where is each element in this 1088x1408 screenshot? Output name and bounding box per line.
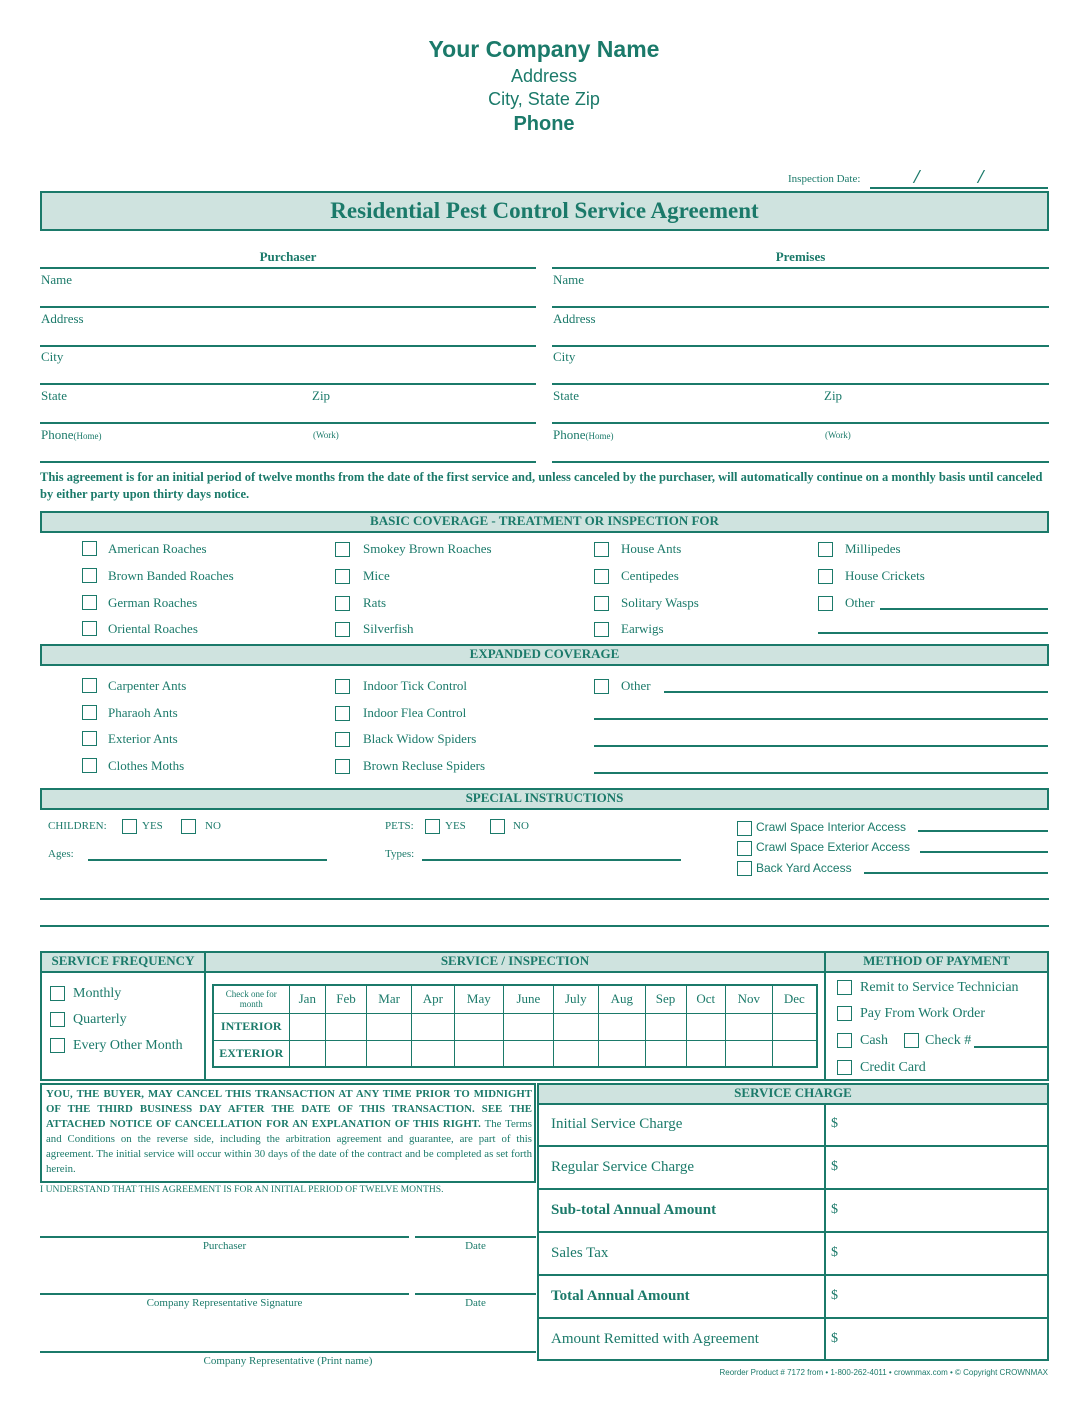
month-cell[interactable] [598,1013,645,1040]
checkbox-label: Mice [363,568,390,583]
rep-print-name-field[interactable] [40,1351,536,1353]
inspection-date-field[interactable] [870,187,1048,189]
expanded-coverage-heading: EXPANDED COVERAGE [40,644,1049,666]
ages-field[interactable] [88,859,327,861]
month-cell[interactable] [645,1040,686,1067]
purchaser-phone-label: Phone(Home) [41,427,102,442]
children-yes-label: YES [142,820,163,832]
month-cell[interactable] [686,1040,725,1067]
month-cell[interactable] [289,1040,326,1067]
frequency-option-label: Quarterly [73,1012,127,1027]
month-cell[interactable] [553,1040,598,1067]
month-header: Mar [367,985,412,1013]
checkbox-label: American Roaches [108,541,207,556]
premises-name-label: Name [553,272,585,287]
other-field[interactable] [818,632,1048,634]
checkbox-label: House Ants [621,541,682,556]
premises-zip-label: Zip [824,388,843,403]
payment-work-order-label: Pay From Work Order [860,1006,985,1021]
month-cell[interactable] [326,1013,367,1040]
company-phone: Phone [513,113,575,135]
purchaser-name-field[interactable] [40,306,536,308]
checkbox-label: Black Widow Spiders [363,731,477,746]
understand-text: I UNDERSTAND THAT THIS AGREEMENT IS FOR AN INITIAL PERIOD OF TWELVE MONTHS. [40,1184,444,1195]
month-header: Nov [725,985,772,1013]
month-cell[interactable] [289,1013,326,1040]
pets-label: PETS: [385,820,414,832]
checkbox-label: Brown Recluse Spiders [363,758,486,773]
checkbox[interactable] [82,731,97,746]
checkbox-label: Exterior Ants [108,731,178,746]
company-name: Your Company Name [428,36,660,62]
premises-name-field[interactable] [552,306,1049,308]
checkbox[interactable] [818,596,833,611]
service-inspection-heading: SERVICE / INSPECTION [204,951,826,973]
checkbox[interactable] [594,679,609,694]
checkbox[interactable] [82,595,97,610]
checkbox-label: Indoor Tick Control [363,678,468,693]
payment-remit-checkbox[interactable] [837,980,852,995]
children-no-label: NO [205,820,221,832]
basic-coverage-heading: BASIC COVERAGE - TREATMENT OR INSPECTION FOR [40,511,1049,533]
checkbox-label: Solitary Wasps [621,595,699,610]
other-field[interactable] [594,718,1048,720]
checkbox-label: Crawl Space Exterior Access [756,840,911,854]
inspection-date-label: Inspection Date: [788,173,861,185]
children-label: CHILDREN: [48,820,107,832]
purchaser-work-label: (Work) [313,430,339,440]
checkbox-label: Oriental Roaches [108,621,198,636]
premises-phone-field[interactable] [552,461,1049,463]
month-cell[interactable] [412,1013,454,1040]
month-cell[interactable] [772,1040,817,1067]
checkbox-label: Carpenter Ants [108,678,187,693]
charge-row [537,1319,1049,1362]
purchaser-zip-label: Zip [312,388,331,403]
month-cell[interactable] [686,1013,725,1040]
ages-label: Ages: [48,848,74,860]
children-no-checkbox[interactable] [181,819,196,834]
rep-signature-label: Company Representative Signature [146,1297,303,1309]
frequency-monthly-checkbox[interactable] [50,986,65,1001]
purchaser-address-label: Address [41,311,84,326]
checkbox[interactable] [82,705,97,720]
method-of-payment-heading: METHOD OF PAYMENT [824,951,1049,973]
checkbox-label: Rats [363,595,387,610]
dollar-sign: $ [831,1116,838,1131]
month-header: June [504,985,554,1013]
company-address: Address [510,66,578,86]
checkbox-label: German Roaches [108,595,198,610]
month-cell[interactable] [367,1013,412,1040]
month-header: Oct [686,985,725,1013]
exterior-row-label: EXTERIOR [213,1040,289,1067]
month-cell[interactable] [454,1040,504,1067]
month-header: Feb [326,985,367,1013]
interior-row-label: INTERIOR [213,1013,289,1040]
month-header: Sep [645,985,686,1013]
special-instructions-heading: SPECIAL INSTRUCTIONS [40,788,1049,810]
month-cell[interactable] [725,1013,772,1040]
children-yes-checkbox[interactable] [122,819,137,834]
checkbox[interactable] [737,861,752,876]
premises-address-field[interactable] [552,345,1049,347]
purchaser-city-label: City [41,349,64,364]
charge-row [537,1233,1049,1276]
month-cell[interactable] [504,1040,554,1067]
month-cell[interactable] [367,1040,412,1067]
pets-yes-label: YES [445,820,466,832]
checkbox-label: Crawl Space Interior Access [756,820,907,834]
payment-remit-label: Remit to Service Technician [860,980,1019,995]
checkbox-label: Earwigs [621,621,664,636]
month-cell[interactable] [412,1040,454,1067]
agreement-text: This agreement is for an initial period of twelve months from the date of the first service and, unless canceled by the purchaser, will automatically continue on a monthly basis until canceled by either party upon thirty days notice. [40,470,1043,501]
premises-heading: Premises [775,249,826,264]
pets-no-checkbox[interactable] [490,819,505,834]
payment-cash-checkbox[interactable] [837,1033,852,1048]
purchaser-city-field[interactable] [40,383,536,385]
purchaser-phone-field[interactable] [40,461,536,463]
checkbox[interactable] [82,621,97,636]
checkbox[interactable] [818,542,833,557]
month-header: Apr [412,985,454,1013]
service-month-grid [212,984,818,1068]
checkbox-label: Back Yard Access [756,861,852,875]
premises-state-zip-field[interactable] [552,422,1049,424]
payment-check-label: Check # [925,1033,972,1048]
payment-credit-label: Credit Card [860,1060,926,1075]
pets-yes-checkbox[interactable] [425,819,440,834]
instructions-line[interactable] [40,925,1049,927]
checkbox[interactable] [737,841,752,856]
types-label: Types: [385,848,415,860]
checkbox[interactable] [82,541,97,556]
checkbox[interactable] [335,542,350,557]
charge-row [537,1190,1049,1233]
frequency-option-label: Every Other Month [73,1038,183,1053]
premises-city-field[interactable] [552,383,1049,385]
other-field[interactable] [880,608,1048,610]
company-city-state-zip: City, State Zip [488,89,600,109]
checkbox-label: Other [845,595,875,610]
premises-state-label: State [553,388,579,403]
purchaser-date-field[interactable] [415,1236,536,1238]
checkbox[interactable] [335,759,350,774]
date-separator: / [978,166,984,188]
payment-credit-checkbox[interactable] [837,1060,852,1075]
month-cell[interactable] [645,1013,686,1040]
payment-check-checkbox[interactable] [904,1033,919,1048]
charge-row [537,1276,1049,1319]
service-frequency-heading: SERVICE FREQUENCY [40,951,206,973]
service-charge-heading: SERVICE CHARGE [537,1083,1049,1105]
checkbox-label: Clothes Moths [108,758,185,773]
purchaser-address-field[interactable] [40,345,536,347]
checkbox[interactable] [594,569,609,584]
check-number-field[interactable] [974,1046,1048,1048]
premises-work-label: (Work) [825,430,851,440]
dollar-sign: $ [831,1245,838,1260]
checkbox[interactable] [82,568,97,583]
dollar-sign: $ [831,1202,838,1217]
dollar-sign: $ [831,1288,838,1303]
frequency-quarterly-checkbox[interactable] [50,1012,65,1027]
payment-work-order-checkbox[interactable] [837,1006,852,1021]
purchaser-name-label: Name [41,272,73,287]
checkbox-label: Centipedes [621,568,679,583]
dollar-sign: $ [831,1331,838,1346]
checkbox-label: Brown Banded Roaches [108,568,234,583]
frequency-option-label: Monthly [73,986,122,1001]
month-header: July [553,985,598,1013]
checkbox-label: Indoor Flea Control [363,705,467,720]
month-cell[interactable] [772,1013,817,1040]
premises-city-label: City [553,349,576,364]
charge-label: Total Annual Amount [551,1288,690,1304]
date-separator: / [914,166,920,188]
checkbox[interactable] [335,569,350,584]
checkbox-label: Millipedes [845,541,901,556]
checkbox-label: Pharaoh Ants [108,705,178,720]
other-field[interactable] [594,745,1048,747]
access-field[interactable] [864,872,1048,874]
charge-label: Amount Remitted with Agreement [551,1331,759,1347]
rep-date-field[interactable] [415,1293,536,1295]
month-cell[interactable] [504,1013,554,1040]
footer-reorder: Reorder Product # 7172 from • 1-800-262-4011 • crownmax.com • © Copyright CROWNMAX [719,1368,1048,1377]
pets-no-label: NO [513,820,529,832]
month-cell[interactable] [598,1040,645,1067]
premises-phone-label: Phone(Home) [553,427,614,442]
charge-row [537,1147,1049,1190]
month-cell[interactable] [326,1040,367,1067]
frequency-every-other-checkbox[interactable] [50,1038,65,1053]
check-one-label: Check one for month [213,985,289,1013]
checkbox[interactable] [335,622,350,637]
checkbox-label: Silverfish [363,621,414,636]
month-header: Dec [772,985,817,1013]
payment-cash-label: Cash [860,1033,888,1048]
checkbox[interactable] [594,596,609,611]
checkbox-label: House Crickets [845,568,925,583]
checkbox[interactable] [737,821,752,836]
charge-label: Initial Service Charge [551,1116,683,1132]
month-cell[interactable] [725,1040,772,1067]
month-header: May [454,985,504,1013]
checkbox[interactable] [335,596,350,611]
purchaser-signature-field[interactable] [40,1236,409,1238]
checkbox[interactable] [818,569,833,584]
rep-print-name-label: Company Representative (Print name) [203,1355,373,1367]
charge-row [537,1104,1049,1147]
charge-label: Sub-total Annual Amount [551,1202,717,1218]
other-field[interactable] [594,772,1048,774]
charge-label: Sales Tax [551,1245,609,1261]
access-field[interactable] [920,851,1048,853]
month-header: Jan [289,985,326,1013]
purchaser-heading: Purchaser [259,249,317,264]
date-label: Date [465,1240,486,1252]
checkbox[interactable] [594,622,609,637]
month-header: Aug [598,985,645,1013]
purchaser-state-zip-field[interactable] [40,422,536,424]
checkbox[interactable] [594,542,609,557]
access-field[interactable] [918,830,1048,832]
checkbox[interactable] [335,732,350,747]
date-label: Date [465,1297,486,1309]
dollar-sign: $ [831,1159,838,1174]
month-cell[interactable] [454,1013,504,1040]
other-field[interactable] [664,691,1048,693]
checkbox-label: Other [621,678,651,693]
purchaser-state-label: State [41,388,67,403]
month-cell[interactable] [553,1013,598,1040]
checkbox[interactable] [335,706,350,721]
premises-address-label: Address [553,311,596,326]
purchaser-signature-label: Purchaser [202,1240,247,1252]
instructions-line[interactable] [40,898,1049,900]
cancel-notice-text: YOU, THE BUYER, MAY CANCEL THIS TRANSACTION AT ANY TIME PRIOR TO MIDNIGHT OF THE THIRD BUSINESS DAY AFTER THE DATE OF THIS TRANSACTION. SEE THE ATTACHED NOTICE OF CANCELLATION FOR AN EXPLANATION OF THIS RIGHT. The Terms and Conditions on the reverse side, including the arbitration agreement and guarantee, are part of this agreement. The initial service will occur within 30 days of the date of the contract and be completed as set forth herein. [46,1088,533,1175]
form-title: Residential Pest Control Service Agreement [40,191,1049,231]
checkbox[interactable] [82,678,97,693]
types-field[interactable] [422,859,681,861]
rep-signature-field[interactable] [40,1293,409,1295]
charge-label: Regular Service Charge [551,1159,695,1175]
checkbox-label: Smokey Brown Roaches [363,541,492,556]
checkbox[interactable] [82,758,97,773]
checkbox[interactable] [335,679,350,694]
